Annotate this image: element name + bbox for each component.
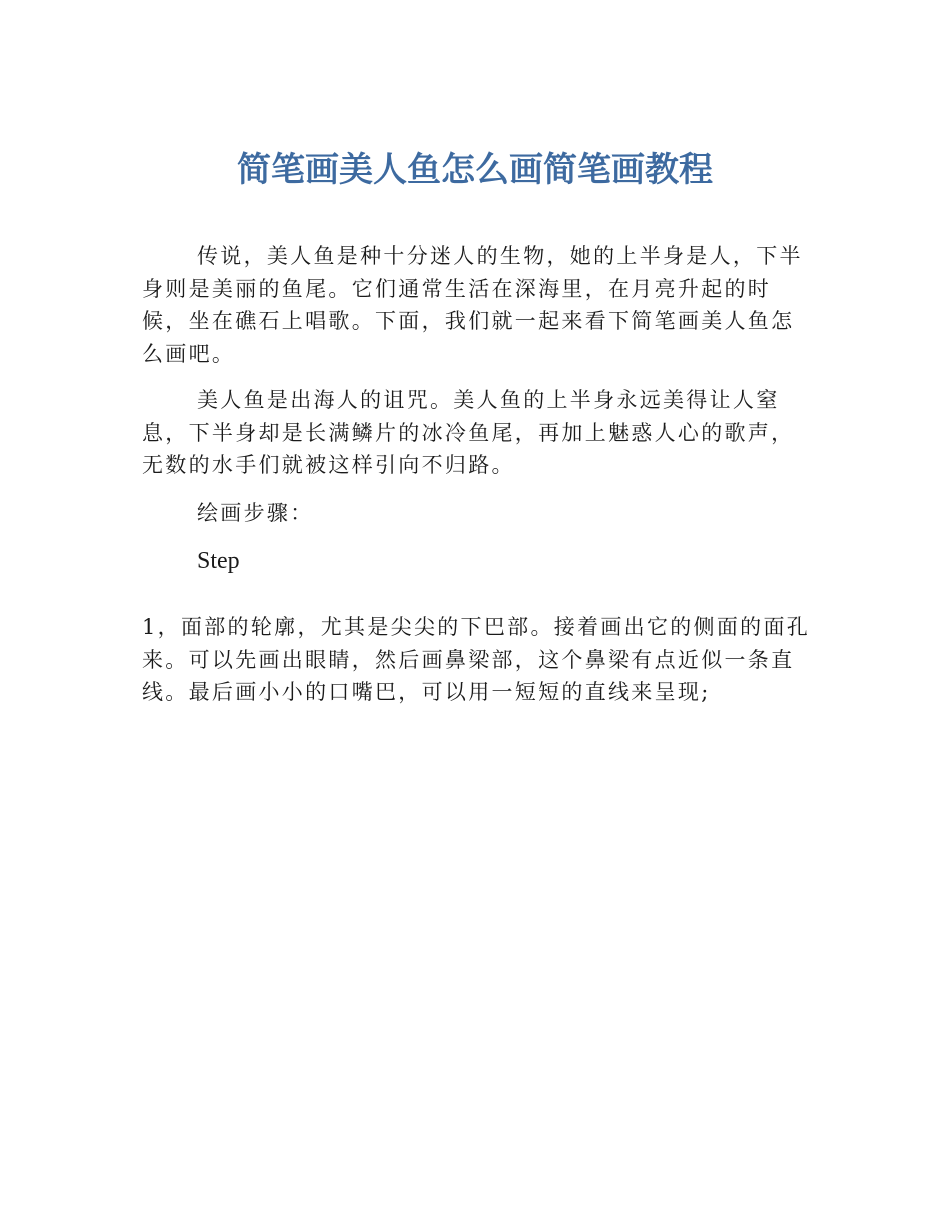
paragraph-intro: 传说，美人鱼是种十分迷人的生物，她的上半身是人，下半身则是美丽的鱼尾。它们通常生活在深海里，在月亮升起的时候，坐在礁石上唱歌。下面，我们就一起来看下简笔画美人鱼怎么画吧。 xyxy=(142,244,803,366)
document-title: 简笔画美人鱼怎么画简笔画教程 xyxy=(237,150,713,190)
step-label: Step xyxy=(197,548,240,574)
step-1-paragraph: 1，面部的轮廓，尤其是尖尖的下巴部。接着画出它的侧面的面孔来。可以先画出眼睛，然后画鼻梁部，这个鼻梁有点近似一条直线。最后画小小的口嘴巴，可以用一短短的直线来呈现; xyxy=(142,615,811,704)
paragraph-curse: 美人鱼是出海人的诅咒。美人鱼的上半身永远美得让人窒息，下半身却是长满鳞片的冰冷鱼尾，再加上魅惑人心的歌声，无数的水手们就被这样引向不归路。 xyxy=(142,388,795,477)
steps-heading: 绘画步骤： xyxy=(197,501,314,525)
